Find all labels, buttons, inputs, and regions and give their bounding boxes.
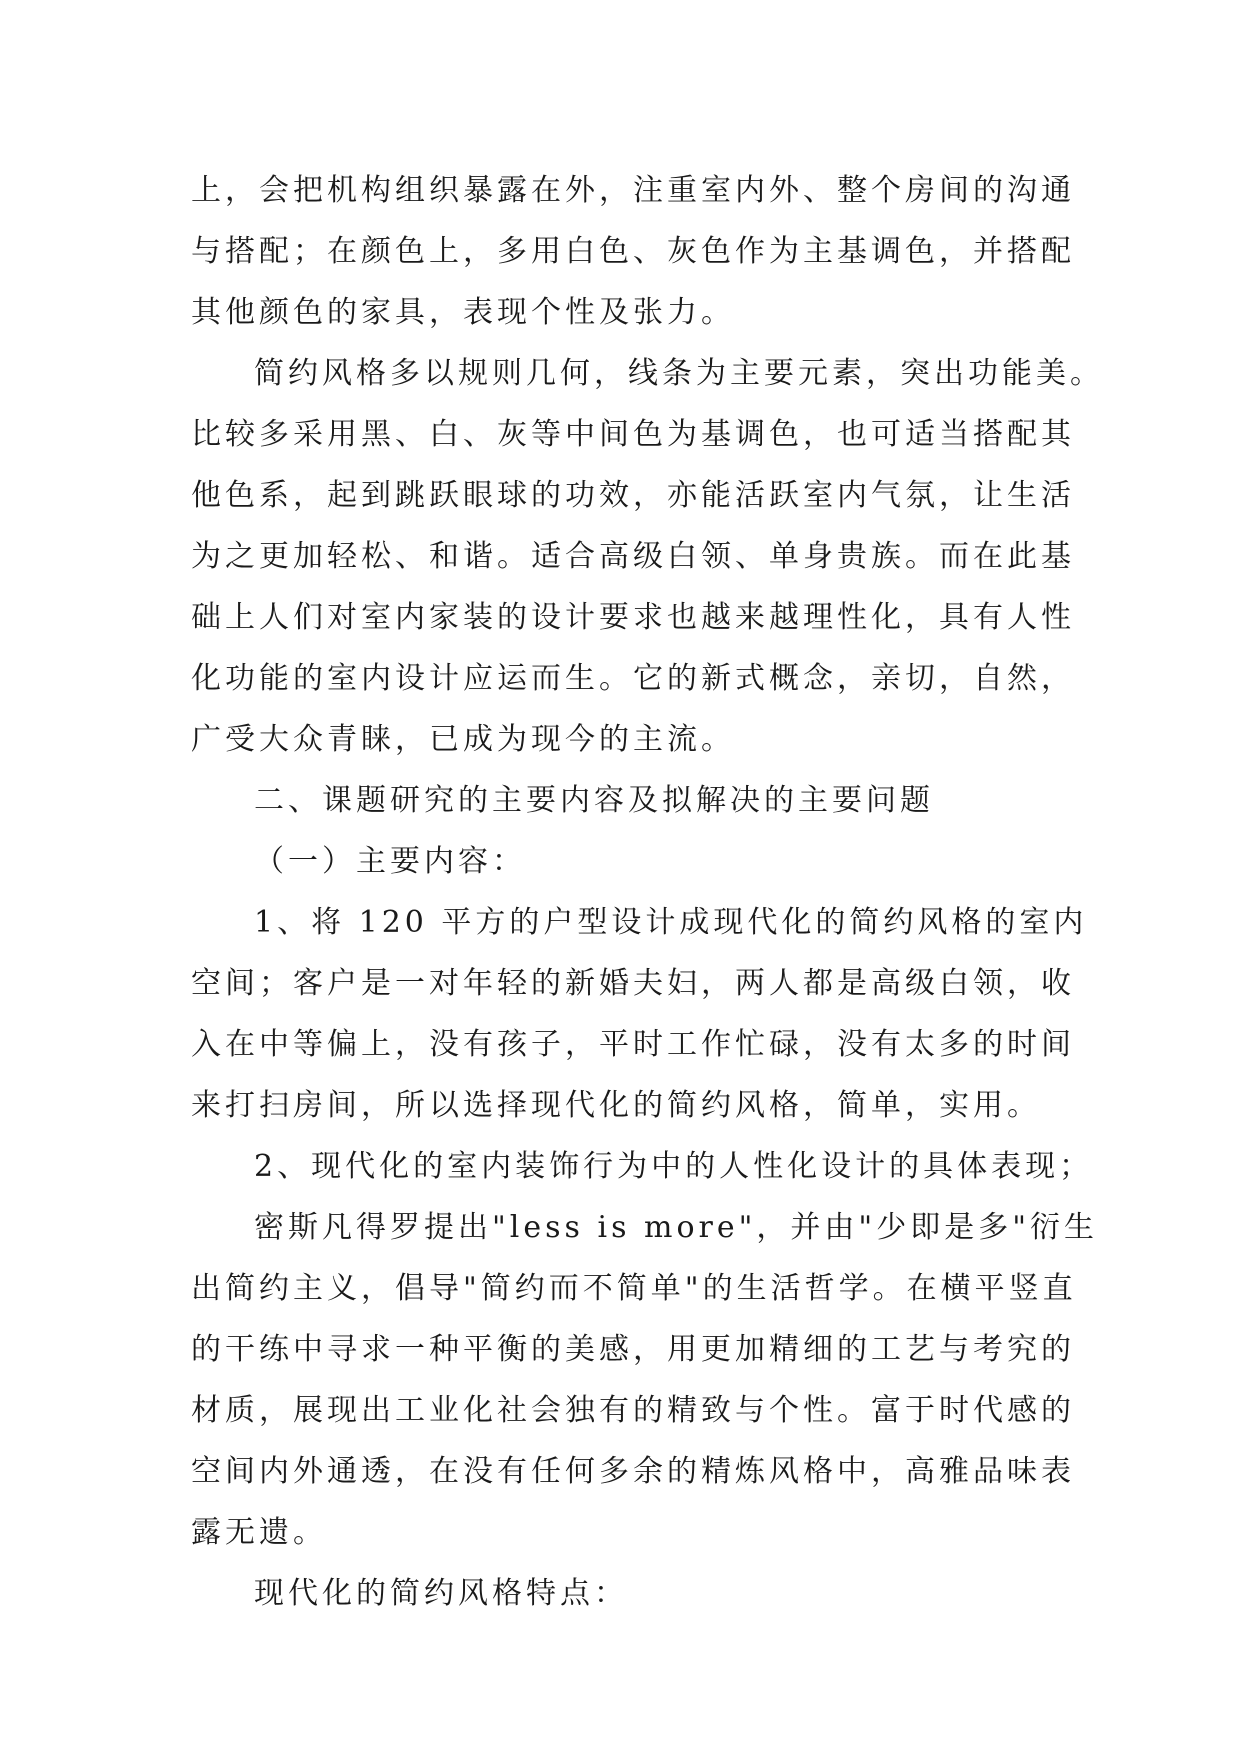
- text-line: 出简约主义，倡导"简约而不简单"的生活哲学。在横平竖直: [191, 1271, 1077, 1306]
- text-line: 的干练中寻求一种平衡的美感，用更加精细的工艺与考究的: [191, 1332, 1075, 1367]
- subsection-heading: （一）主要内容：: [254, 844, 526, 879]
- text-line: 其他颜色的家具，表现个性及张力。: [191, 295, 735, 330]
- text-line: 入在中等偏上，没有孩子，平时工作忙碌，没有太多的时间: [191, 1027, 1075, 1062]
- document-body: [191, 160, 1104, 1624]
- section-heading: 二、课题研究的主要内容及拟解决的主要问题: [254, 783, 934, 818]
- text-line: 比较多采用黑、白、灰等中间色为基调色，也可适当搭配其: [191, 417, 1075, 452]
- text-line: 空间；客户是一对年轻的新婚夫妇，两人都是高级白领，收: [191, 966, 1075, 1001]
- text-line: 上，会把机构组织暴露在外，注重室内外、整个房间的沟通: [191, 173, 1075, 208]
- list-item-2: 2、现代化的室内装饰行为中的人性化设计的具体表现；: [254, 1149, 1094, 1184]
- paragraph-start-line: 现代化的简约风格特点：: [254, 1576, 628, 1611]
- text-line: 础上人们对室内家装的设计要求也越来越理性化，具有人性: [191, 600, 1075, 635]
- text-line: 广受大众青睐，已成为现今的主流。: [191, 722, 735, 757]
- text-line: 材质，展现出工业化社会独有的精致与个性。富于时代感的: [191, 1393, 1075, 1428]
- paragraph-start-line: 简约风格多以规则几何，线条为主要元素，突出功能美。: [254, 356, 1104, 391]
- text-line: 空间内外通透，在没有任何多余的精炼风格中，高雅品味表: [191, 1454, 1075, 1489]
- text-line: 为之更加轻松、和谐。适合高级白领、单身贵族。而在此基: [191, 539, 1075, 574]
- text-line: 化功能的室内设计应运而生。它的新式概念，亲切，自然，: [191, 661, 1075, 696]
- text-line: 来打扫房间，所以选择现代化的简约风格，简单，实用。: [191, 1088, 1041, 1123]
- text-line: 他色系，起到跳跃眼球的功效，亦能活跃室内气氛，让生活: [191, 478, 1075, 513]
- text-line: 露无遗。: [191, 1515, 327, 1550]
- list-item-1-start: 1、将 120 平方的户型设计成现代化的简约风格的室内: [254, 905, 1088, 940]
- paragraph-start-line: 密斯凡得罗提出"less is more"，并由"少即是多"衍生: [254, 1210, 1099, 1245]
- text-line: 与搭配；在颜色上，多用白色、灰色作为主基调色，并搭配: [191, 234, 1075, 269]
